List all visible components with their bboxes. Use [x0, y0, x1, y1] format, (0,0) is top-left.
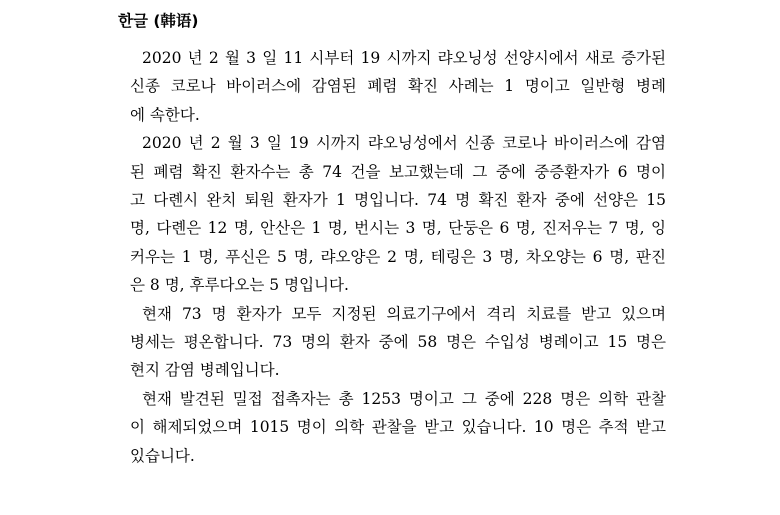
document-heading: 한글 (韩语) [118, 12, 199, 30]
text-line: 고 다롄시 완치 퇴원 환자가 1 명입니다. 74 명 확진 환자 중에 선양은 15 [130, 191, 666, 210]
text-line: 2020 년 2 월 3 일 19 시까지 랴오닝성에서 신종 코로나 바이러스에 감염 [142, 134, 666, 153]
paragraph-new-case [118, 44, 666, 129]
paragraph-case-totals [118, 129, 666, 299]
text-line: 현재 발견된 밀접 접촉자는 총 1253 명이고 그 중에 228 명은 의학 관찰 [142, 389, 666, 408]
text-line: 명, 다롄은 12 명, 안산은 1 명, 번시는 3 명, 단둥은 6 명, 진저우는 7 명, 잉 [130, 219, 666, 238]
text-line: 이 해제되었으며 1015 명이 의학 관찰을 받고 있습니다. 10 명은 추적 받고 [130, 418, 666, 437]
document-page [118, 10, 666, 470]
text-line: 커우는 1 명, 푸신은 5 명, 랴오양은 2 명, 테링은 3 명, 차오양는 6 명, 판진 [130, 247, 666, 266]
text-line: 신종 코로나 바이러스에 감염된 폐렴 확진 사례는 1 명이고 일반형 병례 [130, 77, 666, 96]
text-line: 에 속한다. [130, 105, 200, 124]
text-line: 현재 73 명 환자가 모두 지정된 의료기구에서 격리 치료를 받고 있으며 [142, 304, 666, 323]
text-line: 있습니다. [130, 446, 195, 465]
text-line: 병세는 평온합니다. 73 명의 환자 중에 58 명은 수입성 병례이고 15 명은 [130, 333, 666, 352]
text-line: 2020 년 2 월 3 일 11 시부터 19 시까지 랴오닝성 선양시에서 새로 증가된 [142, 49, 666, 67]
paragraph-treatment-status [118, 300, 666, 385]
paragraph-close-contacts [118, 385, 666, 470]
text-line: 된 폐렴 확진 환자수는 총 74 건을 보고했는데 그 중에 중증환자가 6 명이 [130, 162, 666, 181]
text-line: 현지 감염 병례입니다. [130, 361, 280, 380]
text-line: 은 8 명, 후루다오는 5 명입니다. [130, 276, 349, 295]
